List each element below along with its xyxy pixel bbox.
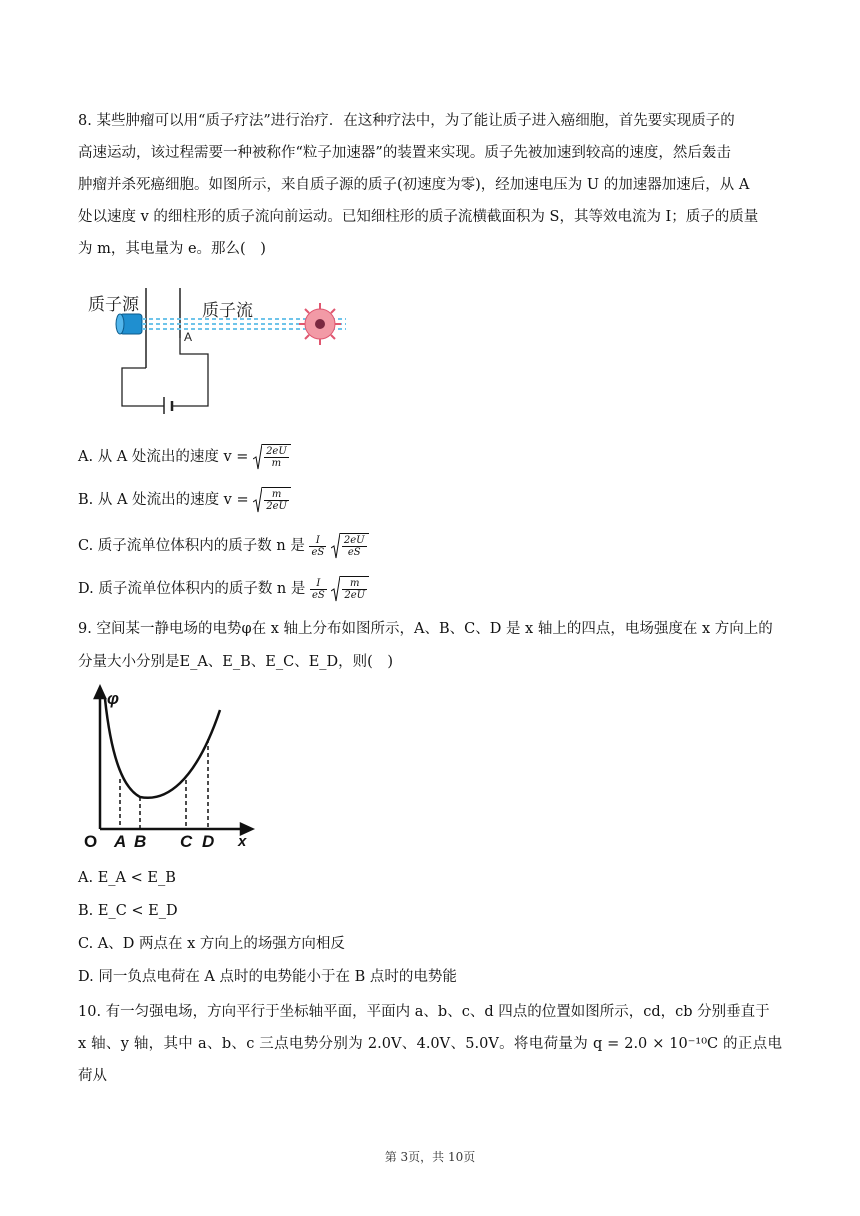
point-a-label: A xyxy=(114,832,127,851)
point-b-label: B xyxy=(134,832,147,851)
q8-option-c: C. 质子流单位体积内的质子数 n 是 $\frac{I}{eS}$ $\frac{2eU}{eS}$ xyxy=(78,533,369,559)
circuit-wires xyxy=(122,338,208,406)
point-c-label: C xyxy=(180,832,193,851)
q9-option-b: B. E_C < E_D xyxy=(78,903,178,919)
potential-curve xyxy=(105,699,220,798)
sqrt-expression: $\frac{2eU}{eS}$ xyxy=(331,533,369,559)
q8-line-5: 为 m，其电量为 e。那么( ) xyxy=(78,241,266,257)
origin-label: O xyxy=(84,832,98,851)
x-axis-label: x xyxy=(238,833,247,850)
q10-line-2: x 轴、y 轴，其中 a、b、c 三点电势分别为 2.0V、4.0V、5.0V。将电荷量为 q = 2.0 × 10⁻¹⁰C 的正点电荷从 xyxy=(78,1036,782,1084)
sqrt-expression: $\frac{m}{2eU}$ xyxy=(253,487,291,513)
q9-option-c: C. A、D 两点在 x 方向上的场强方向相反 xyxy=(78,936,345,952)
fraction: $\frac{I}{eS}$ xyxy=(311,534,325,558)
cancer-cell-icon xyxy=(299,303,341,345)
q8-option-a: A. 从 A 处流出的速度 v = $\frac{2eU}{m}$ xyxy=(78,444,291,470)
sqrt-expression: $\frac{2eU}{m}$ xyxy=(253,444,291,470)
q8-line-3: 肿瘤并杀死癌细胞。如图所示，来自质子源的质子(初速度为零)，经加速电压为 U 的加速器加速后，从 A xyxy=(78,177,750,193)
q8-option-d: D. 质子流单位体积内的质子数 n 是 $\frac{I}{eS}$ $\frac{m}{2eU}$ xyxy=(78,576,369,602)
page-footer: 第 3页，共 10页 xyxy=(384,1150,476,1164)
y-axis-arrow xyxy=(95,687,105,698)
q9-option-d: D. 同一负点电荷在 A 点时的电势能小于在 B 点时的电势能 xyxy=(78,969,457,985)
point-a-label: A xyxy=(184,330,193,344)
sqrt-expression: $\frac{m}{2eU}$ xyxy=(331,576,369,602)
q9-line-2: 分量大小分别是E_A、E_B、E_C、E_D，则( ) xyxy=(78,654,393,670)
q8-line-2: 高速运动，该过程需要一种被称作“粒子加速器”的装置来实现。质子先被加速到较高的速度，然后轰击 xyxy=(78,145,731,161)
phi-axis-label: φ xyxy=(107,689,119,708)
fraction: $\frac{I}{eS}$ xyxy=(312,577,325,601)
proton-accelerator-figure xyxy=(84,284,354,414)
q9-line-1: 9. 空间某一静电场的电势φ在 x 轴上分布如图所示，A、B、C、D 是 x 轴上的四点，电场强度在 x 方向上的 xyxy=(78,621,773,637)
point-d-label: D xyxy=(202,832,215,851)
q9-option-a: A. E_A < E_B xyxy=(78,870,176,886)
dashed-guides xyxy=(120,739,208,829)
proton-source-label: 质子源 xyxy=(88,295,139,314)
q8-line-4: 处以速度 v 的细柱形的质子流向前运动。已知细柱形的质子流横截面积为 S，其等效电流为 I；质子的质量 xyxy=(78,209,759,225)
q8-option-b: B. 从 A 处流出的速度 v = $\frac{m}{2eU}$ xyxy=(78,487,291,513)
q8-line-1: 8. 某些肿瘤可以用“质子疗法”进行治疗．在这种疗法中，为了能让质子进入癌细胞，首先要实现质子的 xyxy=(78,113,735,129)
q10-line-1: 10. 有一匀强电场，方向平行于坐标轴平面，平面内 a、b、c、d 四点的位置如图所示，cd，cb 分别垂直于 xyxy=(78,1004,770,1020)
proton-stream-label: 质子流 xyxy=(202,301,253,320)
battery-icon xyxy=(164,397,172,414)
potential-graph-figure xyxy=(80,684,260,854)
